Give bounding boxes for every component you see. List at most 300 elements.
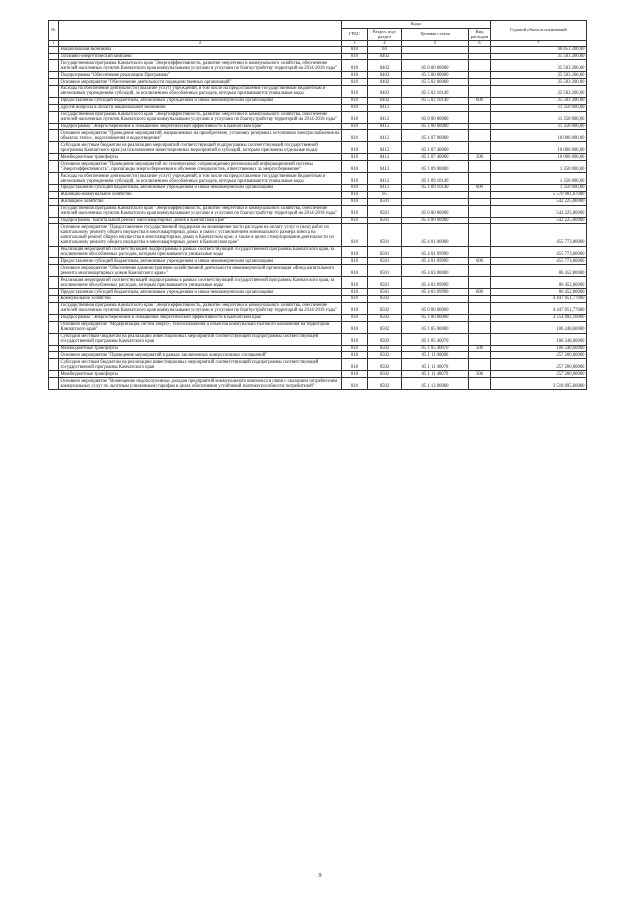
row-target-cell: 05 1 00 00000 <box>402 314 469 321</box>
row-exp-type-cell <box>469 79 491 86</box>
row-number-cell <box>49 321 59 333</box>
row-target-cell: 05 1 09 00000 <box>402 161 469 173</box>
row-name-cell: Топливно-энергетический комплекс <box>59 53 342 60</box>
table-row <box>49 224 587 246</box>
header-grbs: ГРБС <box>342 29 368 41</box>
row-exp-type-cell <box>469 111 491 123</box>
row-target-cell <box>402 104 469 111</box>
row-target-cell: 05 1 05 40070 <box>402 333 469 345</box>
header-exp-type: Вид расходов <box>469 29 491 41</box>
row-name-cell: Субсидии местным бюджетам на реализацию инвестиционных мероприятий соответствующей подпрограммы соответствующей государственной программы Камчатского края <box>59 359 342 371</box>
row-name-cell: Предоставление субсидий бюджетным, автономным учреждениям и иным некоммерческим организациям <box>59 185 342 192</box>
row-target-cell: 05 4 01 00000 <box>402 224 469 246</box>
table-row <box>49 154 587 161</box>
row-grbs-cell: 810 <box>342 314 368 321</box>
row-number-cell <box>49 161 59 173</box>
row-amount-cell: 11 350 000,00 <box>491 104 587 111</box>
row-name-cell: Подпрограмма "Энергосбережение и повышение энергетической эффективности в Камчатском крае" <box>59 314 342 321</box>
row-section-cell: 0501 <box>368 217 402 224</box>
row-amount-cell: 455 773,00000 <box>491 224 587 246</box>
row-number-cell <box>49 314 59 321</box>
row-target-cell: 05 1 09 10140 <box>402 185 469 192</box>
row-section-cell: 0501 <box>368 246 402 258</box>
row-section-cell: 0412 <box>368 173 402 185</box>
table-header-row <box>49 21 587 29</box>
table-row <box>49 378 587 390</box>
row-grbs-cell: 810 <box>342 246 368 258</box>
row-grbs-cell: 810 <box>342 371 368 378</box>
row-number-cell <box>49 154 59 161</box>
row-number-cell <box>49 296 59 303</box>
row-grbs-cell: 810 <box>342 265 368 277</box>
row-name-cell: Субсидии местным бюджетам на реализацию инвестиционных мероприятий соответствующей подпрограммы соответствующей государственной программы Камчатского края <box>59 333 342 345</box>
row-name-cell: Предоставление субсидий бюджетным, автономным учреждениям и иным некоммерческим организациям <box>59 289 342 296</box>
row-amount-cell: 455 773,00000 <box>491 258 587 265</box>
row-grbs-cell: 810 <box>342 333 368 345</box>
row-number-cell <box>49 79 59 86</box>
row-number-cell <box>49 86 59 98</box>
row-amount-cell: 542 225,80000 <box>491 205 587 217</box>
row-grbs-cell: 810 <box>342 79 368 86</box>
row-target-cell: 05 1 11 40070 <box>402 359 469 371</box>
row-amount-cell: 86 452,80000 <box>491 277 587 289</box>
table-row <box>49 104 587 111</box>
row-number-cell <box>49 277 59 289</box>
row-exp-type-cell <box>469 277 491 289</box>
row-grbs-cell: 810 <box>342 205 368 217</box>
row-number-cell <box>49 371 59 378</box>
row-grbs-cell: 810 <box>342 161 368 173</box>
row-exp-type-cell <box>469 53 491 60</box>
row-section-cell: 0412 <box>368 161 402 173</box>
row-grbs-cell: 810 <box>342 142 368 154</box>
row-name-cell: Другие вопросы в области национальной экономики <box>59 104 342 111</box>
row-exp-type-cell: 600 <box>469 185 491 192</box>
row-exp-type-cell <box>469 352 491 359</box>
row-exp-type-cell <box>469 359 491 371</box>
row-grbs-cell: 810 <box>342 217 368 224</box>
row-target-cell: 05 0 00 00000 <box>402 205 469 217</box>
row-target-cell: 05 1 13 00000 <box>402 378 469 390</box>
row-amount-cell: 4 447 051,77600 <box>491 296 587 303</box>
table-row <box>49 296 587 303</box>
row-grbs-cell: 810 <box>342 191 368 198</box>
row-amount-cell: 35 503 200,00 <box>491 97 587 104</box>
row-section-cell: 0412 <box>368 123 402 130</box>
row-number-cell <box>49 198 59 205</box>
row-amount-cell: 11 350 000,00 <box>491 111 587 123</box>
row-number-cell <box>49 302 59 314</box>
row-number-cell <box>49 359 59 371</box>
row-name-cell: Жилищно-коммунальное хозяйство <box>59 191 342 198</box>
row-exp-type-cell <box>469 173 491 185</box>
row-section-cell: 0502 <box>368 345 402 352</box>
table-row <box>49 185 587 192</box>
row-grbs-cell: 810 <box>342 154 368 161</box>
row-grbs-cell: 810 <box>342 378 368 390</box>
row-name-cell: Реализация мероприятий соответствующей подпрограммы в рамках соответствующей государственной программы Камчатского края, за исключением обособленных расходов, которым присваиваются уникальные коды <box>59 246 342 258</box>
row-amount-cell: 257 200,00000 <box>491 359 587 371</box>
row-exp-type-cell <box>469 296 491 303</box>
row-target-cell <box>402 191 469 198</box>
row-grbs-cell: 810 <box>342 185 368 192</box>
index-cell: 5 <box>402 41 469 47</box>
table-row <box>49 205 587 217</box>
row-name-cell: Межбюджетные трансферты <box>59 371 342 378</box>
header-target: Целевая статья <box>402 29 469 41</box>
table-row <box>49 258 587 265</box>
budget-table <box>48 20 587 390</box>
row-number-cell <box>49 104 59 111</box>
row-target-cell <box>402 53 469 60</box>
row-exp-type-cell <box>469 72 491 79</box>
row-name-cell: Предоставление субсидий бюджетным, автономным учреждениям и иным некоммерческим организациям <box>59 97 342 104</box>
row-grbs-cell: 810 <box>342 198 368 205</box>
row-name-cell: Подпрограмма "Обеспечение реализации Программы" <box>59 72 342 79</box>
row-exp-type-cell <box>469 130 491 142</box>
row-target-cell: 05 4 00 00000 <box>402 217 469 224</box>
row-name-cell: Основное мероприятие "Предоставление государственной поддержки на возмещение части расходов на оплату услуг и (или) работ по капитальному ремонту общего имущества в многоквартирных домах в связи с установлением минимального размера взноса на капитальный ремонт общего имущества в многоквартирных домах в Камчатском крае, а также в целях стимулирования деятельности по капитальному ремонту общего имущества в многоквартирных домах в Камчатском крае" <box>59 224 342 246</box>
row-amount-cell: 35 503 200,00 <box>491 86 587 98</box>
row-name-cell: Национальная экономика <box>59 46 342 53</box>
row-amount-cell: 35 503 200,00 <box>491 79 587 86</box>
table-row <box>49 72 587 79</box>
row-name-cell: Государственная программа Камчатского края "Энергоэффективность, развитие энергетики и коммунального хозяйства, обеспечение жителей населенных пунктов Камчатского края коммунальными услугами и услугами по благоустройству территорий на 2014-2018 годы" <box>59 60 342 72</box>
row-section-cell: 0501 <box>368 258 402 265</box>
header-name <box>59 21 342 41</box>
table-row <box>49 79 587 86</box>
row-section-cell: 04 <box>368 46 402 53</box>
row-number-cell <box>49 378 59 390</box>
row-target-cell: 05 4 01 09990 <box>402 258 469 265</box>
row-exp-type-cell <box>469 246 491 258</box>
row-number-cell <box>49 345 59 352</box>
row-number-cell <box>49 333 59 345</box>
row-number-cell <box>49 111 59 123</box>
row-name-cell: Жилищное хозяйство <box>59 198 342 205</box>
row-section-cell: 0501 <box>368 265 402 277</box>
row-section-cell: 0502 <box>368 296 402 303</box>
row-name-cell: Реализация мероприятий соответствующей подпрограммы в рамках соответствующей государственной программы Камчатского края, за исключением обособленных расходов, которым присваиваются уникальные коды <box>59 277 342 289</box>
row-target-cell: 05 5 02 00000 <box>402 79 469 86</box>
row-grbs-cell: 810 <box>342 123 368 130</box>
row-section-cell: 0412 <box>368 154 402 161</box>
row-amount-cell: 5 570 981,67000 <box>491 191 587 198</box>
header-amount: Годовой объем ассигнований <box>491 21 587 41</box>
row-grbs-cell: 810 <box>342 97 368 104</box>
row-section-cell: 0501 <box>368 289 402 296</box>
row-exp-type-cell <box>469 142 491 154</box>
row-exp-type-cell: 600 <box>469 258 491 265</box>
table-row <box>49 198 587 205</box>
table-row <box>49 161 587 173</box>
row-number-cell <box>49 191 59 198</box>
row-name-cell: Государственная программа Камчатского края "Энергоэффективность, развитие энергетики и коммунального хозяйства, обеспечение жителей населенных пунктов Камчатского края коммунальными услугами и услугами по благоустройству территорий на 2014-2018 годы" <box>59 205 342 217</box>
row-exp-type-cell <box>469 161 491 173</box>
row-name-cell: Основное мероприятие "Возмещение недополученных доходов предприятий коммунального комплекса в связи с оказанием потребителям коммунальных услуг по льготным (сниженным) тарифам в целях обеспечения устойчивой платежеспособности потребителей" <box>59 378 342 390</box>
row-section-cell: 0501 <box>368 224 402 246</box>
row-grbs-cell: 810 <box>342 258 368 265</box>
row-section-cell: 0502 <box>368 378 402 390</box>
row-number-cell <box>49 142 59 154</box>
table-row <box>49 173 587 185</box>
table-row <box>49 217 587 224</box>
row-number-cell <box>49 130 59 142</box>
row-target-cell: 05 1 09 10140 <box>402 173 469 185</box>
table-row <box>49 123 587 130</box>
row-number-cell <box>49 352 59 359</box>
row-target-cell: 05 1 07 40060 <box>402 142 469 154</box>
table-row <box>49 314 587 321</box>
row-amount-cell: 35 503 200,00 <box>491 60 587 72</box>
row-number-cell <box>49 217 59 224</box>
row-grbs-cell: 810 <box>342 277 368 289</box>
row-section-cell: 0502 <box>368 333 402 345</box>
row-exp-type-cell: 500 <box>469 154 491 161</box>
row-target-cell: 05 4 03 00000 <box>402 265 469 277</box>
row-amount-cell: 10 000 000,00 <box>491 154 587 161</box>
table-row <box>49 97 587 104</box>
row-number-cell <box>49 123 59 130</box>
row-grbs-cell: 810 <box>342 345 368 352</box>
table-row <box>49 191 587 198</box>
row-name-cell: Основное мероприятие "Проведение мероприятий в рамках заключенных концессионных соглашений" <box>59 352 342 359</box>
row-amount-cell: 4 254 892,10000 <box>491 314 587 321</box>
row-target-cell: 05 0 00 00000 <box>402 111 469 123</box>
row-amount-cell: 35 503 200,00 <box>491 53 587 60</box>
row-section-cell: 0402 <box>368 86 402 98</box>
row-amount-cell: 10 000 000,00 <box>491 142 587 154</box>
row-exp-type-cell: 500 <box>469 371 491 378</box>
row-grbs-cell: 810 <box>342 53 368 60</box>
row-section-cell: 0402 <box>368 72 402 79</box>
table-row <box>49 86 587 98</box>
row-section-cell: 0501 <box>368 198 402 205</box>
row-grbs-cell: 810 <box>342 173 368 185</box>
row-exp-type-cell: 500 <box>469 345 491 352</box>
row-exp-type-cell <box>469 265 491 277</box>
row-name-cell: Государственная программа Камчатского края "Энергоэффективность, развитие энергетики и коммунального хозяйства, обеспечение жителей населенных пунктов Камчатского края коммунальными услугами и услугами по благоустройству территорий на 2014-2018 годы" <box>59 302 342 314</box>
row-amount-cell: 1 350 000,00 <box>491 161 587 173</box>
row-name-cell: Основное мероприятие "Обеспечение деятельности подведомственных организаций" <box>59 79 342 86</box>
row-number-cell <box>49 46 59 53</box>
table-row <box>49 277 587 289</box>
row-name-cell: Межбюджетные трансферты <box>59 154 342 161</box>
row-exp-type-cell <box>469 302 491 314</box>
row-target-cell: 05 5 00 00000 <box>402 72 469 79</box>
row-section-cell: 0502 <box>368 371 402 378</box>
page-number: 9 <box>318 873 322 879</box>
row-exp-type-cell: 600 <box>469 289 491 296</box>
row-name-cell: Подпрограмма "Капитальный ремонт многоквартирных домов в Камчатском крае" <box>59 217 342 224</box>
row-amount-cell: 86 452,80000 <box>491 289 587 296</box>
row-grbs-cell: 810 <box>342 46 368 53</box>
row-number-cell <box>49 185 59 192</box>
row-grbs-cell: 810 <box>342 296 368 303</box>
table-row <box>49 333 587 345</box>
table-body <box>49 46 587 389</box>
table-row <box>49 246 587 258</box>
row-amount-cell: 35 503 200,00 <box>491 72 587 79</box>
row-exp-type-cell <box>469 86 491 98</box>
row-name-cell: Государственная программа Камчатского края "Энергоэффективность, развитие энергетики и коммунального хозяйства, обеспечение жителей населенных пунктов Камчатского края коммунальными услугами и услугами по благоустройству территорий на 2014-2018 годы" <box>59 111 342 123</box>
row-amount-cell: 257 200,00000 <box>491 371 587 378</box>
row-amount-cell: 1 350 000,00 <box>491 173 587 185</box>
row-name-cell: Коммунальное хозяйство <box>59 296 342 303</box>
row-amount-cell: 11 350 000,00 <box>491 123 587 130</box>
row-grbs-cell: 810 <box>342 302 368 314</box>
row-name-cell: Подпрограмма "Энергосбережение и повышение энергетической эффективности в Камчатском крае" <box>59 123 342 130</box>
header-codes-group: Коды <box>342 21 491 29</box>
row-amount-cell: 46 853 200,00 <box>491 46 587 53</box>
row-name-cell: Расходы на обеспечение деятельности (оказание услуг) учреждений, в том числе на предоставление государственным бюджетным и автономным учреждениям субсидий, за исключением обособленных расходов, которым присваиваются уникальные коды <box>59 86 342 98</box>
row-amount-cell: 106 248,60000 <box>491 321 587 333</box>
row-number-cell <box>49 72 59 79</box>
row-name-cell: Основное мероприятие "Проведение мероприятий, направленных на приобретение, установку резервных источников электроснабжения на объектах тепло-, водоснабжения и водоотведения" <box>60 130 340 141</box>
row-grbs-cell: 810 <box>342 86 368 98</box>
row-grbs-cell: 810 <box>342 72 368 79</box>
table-row <box>49 321 587 333</box>
row-target-cell <box>402 46 469 53</box>
row-grbs-cell: 810 <box>342 130 368 142</box>
row-number-cell <box>49 53 59 60</box>
row-number-cell <box>49 246 59 258</box>
row-number-cell <box>49 60 59 72</box>
table-row <box>49 371 587 378</box>
row-amount-cell: 542 225,80000 <box>491 217 587 224</box>
table-row <box>49 302 587 314</box>
row-target-cell: 05 1 11 40070 <box>402 371 469 378</box>
row-name-cell: Основное мероприятие "Модернизация систем энерго-, теплоснабжения и объектов коммунально-бытового назначения на территории Камчатского края" <box>59 321 342 333</box>
row-name-cell: Предоставление субсидий бюджетным, автономным учреждениям и иным некоммерческим организациям <box>59 258 342 265</box>
row-section-cell: 0502 <box>368 302 402 314</box>
row-section-cell: 0402 <box>368 53 402 60</box>
row-name-cell: Межбюджетные трансферты <box>59 345 342 352</box>
row-section-cell: 0412 <box>368 130 402 142</box>
row-name-cell: Основное мероприятие "Обеспечение административно-хозяйственной деятельности некоммерческой организации «Фонд капитального ремонта многоквартирных домов Камчатского края»" <box>59 265 342 277</box>
row-amount-cell: 86 452,80000 <box>491 265 587 277</box>
row-amount-cell: 106 248,60000 <box>491 345 587 352</box>
table-row <box>49 46 587 53</box>
index-cell: 1 <box>49 41 59 47</box>
table-row <box>49 130 587 142</box>
row-exp-type-cell <box>469 333 491 345</box>
table-row <box>49 265 587 277</box>
row-exp-type-cell <box>469 314 491 321</box>
table-row <box>49 111 587 123</box>
row-exp-type-cell <box>469 123 491 130</box>
row-grbs-cell: 810 <box>342 224 368 246</box>
row-section-cell: 0412 <box>368 142 402 154</box>
row-grbs-cell: 810 <box>342 359 368 371</box>
row-amount-cell: 10 000 000,00 <box>491 130 587 142</box>
row-amount-cell: 455 773,00000 <box>491 246 587 258</box>
index-cell: 2 <box>59 41 342 47</box>
index-cell: 6 <box>469 41 491 47</box>
row-exp-type-cell <box>469 321 491 333</box>
row-section-cell: 0412 <box>368 185 402 192</box>
row-section-cell: 0502 <box>368 321 402 333</box>
table-row <box>49 359 587 371</box>
table-row <box>49 142 587 154</box>
row-number-cell <box>49 224 59 246</box>
row-section-cell: 0502 <box>368 359 402 371</box>
row-section-cell: 0501 <box>368 277 402 289</box>
row-name-cell: Основное мероприятие "Проведение мероприятий по техническому сопровождению региональной информационной системы "Энергоэффективность", пропаганды энергосбережения и обучение специалистов, ответственных за энергосбережение" <box>59 161 342 173</box>
header-section: Раздел, под-раздел <box>368 29 402 41</box>
row-target-cell: 05 5 02 10140 <box>402 86 469 98</box>
index-cell: 3 <box>342 41 368 47</box>
row-exp-type-cell <box>469 205 491 217</box>
row-exp-type-cell: 600 <box>469 97 491 104</box>
row-target-cell: 05 4 01 09990 <box>402 246 469 258</box>
row-target-cell: 05 0 00 00000 <box>402 60 469 72</box>
row-number-cell <box>49 205 59 217</box>
row-section-cell: 0402 <box>368 60 402 72</box>
row-target-cell: 05 1 05 00000 <box>402 321 469 333</box>
row-target-cell: 05 4 03 09990 <box>402 289 469 296</box>
row-exp-type-cell <box>469 378 491 390</box>
row-amount-cell: 542 225,80000 <box>491 198 587 205</box>
row-exp-type-cell <box>469 198 491 205</box>
row-amount-cell: 3 518 695,60000 <box>491 378 587 390</box>
row-grbs-cell: 810 <box>342 111 368 123</box>
row-exp-type-cell <box>469 104 491 111</box>
row-target-cell: 05 1 05 40070 <box>402 345 469 352</box>
row-amount-cell: 257 200,00000 <box>491 352 587 359</box>
row-target-cell: 05 0 00 00000 <box>402 302 469 314</box>
row-grbs-cell: 810 <box>342 104 368 111</box>
row-amount-cell: 106 248,60000 <box>491 333 587 345</box>
table-row <box>49 53 587 60</box>
row-grbs-cell: 810 <box>342 60 368 72</box>
row-section-cell: 0402 <box>368 79 402 86</box>
row-section-cell: 0412 <box>368 104 402 111</box>
row-grbs-cell: 810 <box>342 321 368 333</box>
row-target-cell: 05 5 02 10140 <box>402 97 469 104</box>
row-exp-type-cell <box>469 60 491 72</box>
row-name-cell: Расходы на обеспечение деятельности (оказание услуг) учреждений, в том числе на предоставление государственным бюджетным и автономным учреждениям субсидий, за исключением обособленных расходов, которым присваиваются уникальные коды <box>59 173 342 185</box>
row-section-cell: 0502 <box>368 352 402 359</box>
index-cell: 7 <box>491 41 587 47</box>
header-number: № <box>49 21 59 41</box>
row-section-cell: 0402 <box>368 97 402 104</box>
table-row <box>49 345 587 352</box>
row-number-cell <box>49 265 59 277</box>
row-target-cell: 05 1 07 40060 <box>402 154 469 161</box>
row-target-cell: 05 1 07 00000 <box>402 130 469 142</box>
row-exp-type-cell <box>469 191 491 198</box>
row-exp-type-cell <box>469 217 491 224</box>
row-exp-type-cell <box>469 224 491 246</box>
row-target-cell: 05 4 03 09990 <box>402 277 469 289</box>
row-section-cell: 05 <box>368 191 402 198</box>
row-exp-type-cell <box>469 46 491 53</box>
row-target-cell: 05 1 11 00000 <box>402 352 469 359</box>
table-row <box>49 352 587 359</box>
row-grbs-cell: 810 <box>342 289 368 296</box>
row-number-cell <box>49 258 59 265</box>
row-name-cell: Субсидии местным бюджетам на реализацию мероприятий соответствующей подпрограммы соответствующей государственной программы Камчатского края (за исключением инвестиционных мероприятий и субсидий, которым присвоены отдельные коды) <box>59 142 342 154</box>
table-row <box>49 60 587 72</box>
row-section-cell: 0502 <box>368 314 402 321</box>
index-cell: 4 <box>368 41 402 47</box>
row-amount-cell: 4 447 051,77600 <box>491 302 587 314</box>
row-grbs-cell: 810 <box>342 352 368 359</box>
row-target-cell <box>402 296 469 303</box>
row-amount-cell: 1 350 000,00 <box>491 185 587 192</box>
table-row <box>49 289 587 296</box>
